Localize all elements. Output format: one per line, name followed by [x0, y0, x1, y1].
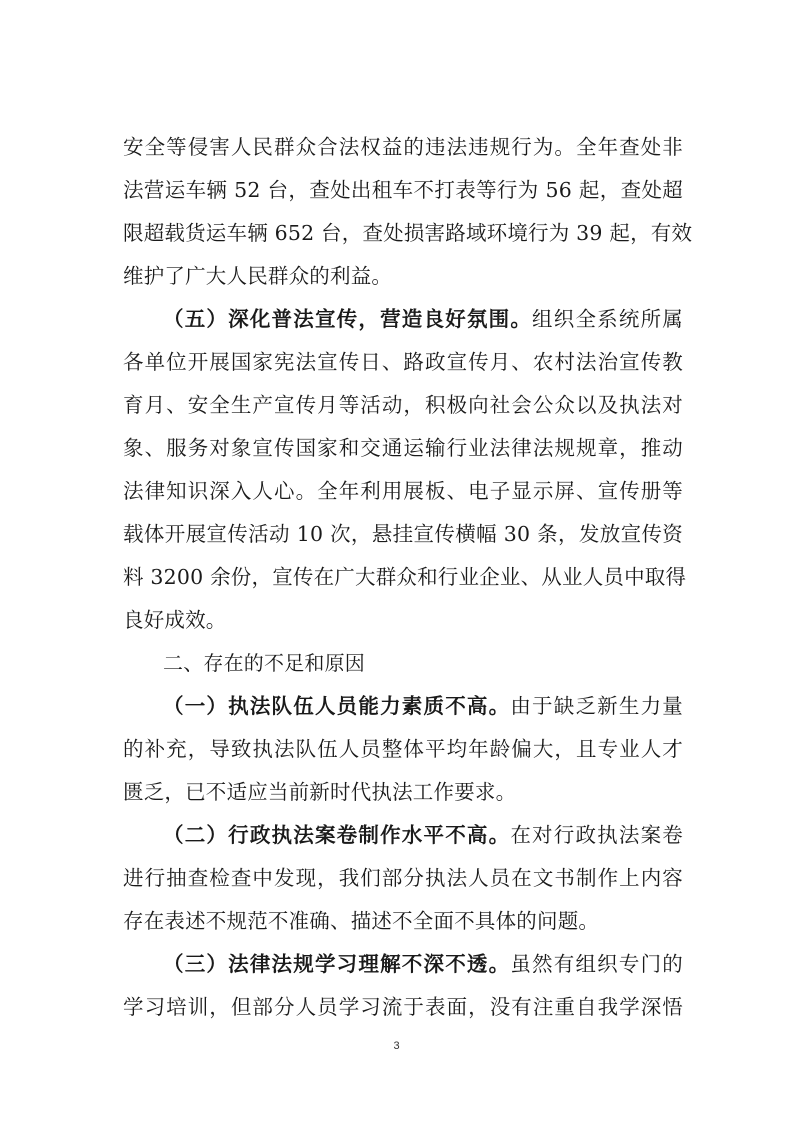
section-heading: 二、存在的不足和原因 [163, 651, 365, 675]
text-line: 各单位开展国家宪法宣传日、路政宣传月、农村法治宣传教 [123, 350, 683, 374]
text-line: 安全等侵害人民群众合法权益的违法违规行为。全年查处非 [123, 135, 683, 159]
paragraph-1-heading: （一）执法队伍人员能力素质不高。 [163, 694, 511, 718]
text-line: 良好成效。 [123, 608, 227, 632]
text-line: 的补充，导致执法队伍人员整体平均年龄偏大，且专业人才 [123, 737, 683, 761]
page-number: 3 [393, 1040, 400, 1052]
paragraph-3-text: 虽然有组织专门的 [510, 952, 684, 976]
text-line: 料 3200 余份，宣传在广大群众和行业企业、从业人员中取得 [123, 565, 687, 589]
paragraph-2-first-line [163, 823, 683, 847]
paragraph-1-text: 由于缺乏新生力量 [510, 694, 684, 718]
paragraph-2-heading: （二）行政执法案卷制作水平不高。 [163, 823, 511, 847]
text-line: 匮乏，已不适应当前新时代执法工作要求。 [123, 780, 517, 804]
text-line: 限超载货运车辆 652 台，查处损害路域环境行为 39 起，有效 [123, 221, 693, 245]
paragraph-5-heading: （五）深化普法宣传，营造良好氛围。 [163, 307, 533, 331]
paragraph-5-first-line [163, 307, 683, 331]
text-line: 维护了广大人民群众的利益。 [123, 264, 393, 288]
text-line: 育月、安全生产宣传月等活动，积极向社会公众以及执法对 [123, 393, 683, 417]
text-line: 法律知识深入人心。全年利用展板、电子显示屏、宣传册等 [123, 479, 683, 503]
text-line: 存在表述不规范不准确、描述不全面不具体的问题。 [123, 909, 600, 933]
paragraph-5-text: 组织全系统所属 [532, 307, 683, 331]
paragraph-3-first-line [163, 952, 683, 976]
text-line: 法营运车辆 52 台，查处出租车不打表等行为 56 起，查处超 [123, 178, 683, 202]
text-line: 载体开展宣传活动 10 次，悬挂宣传横幅 30 条，发放宣传资 [123, 522, 683, 546]
paragraph-2-text: 在对行政执法案卷 [510, 823, 684, 847]
text-line: 象、服务对象宣传国家和交通运输行业法律法规规章，推动 [123, 436, 683, 460]
text-line: 进行抽查检查中发现，我们部分执法人员在文书制作上内容 [123, 866, 683, 890]
paragraph-3-heading: （三）法律法规学习理解不深不透。 [163, 952, 511, 976]
text-line: 学习培训，但部分人员学习流于表面，没有注重自我学深悟 [123, 995, 683, 1019]
paragraph-1-first-line [163, 694, 683, 718]
